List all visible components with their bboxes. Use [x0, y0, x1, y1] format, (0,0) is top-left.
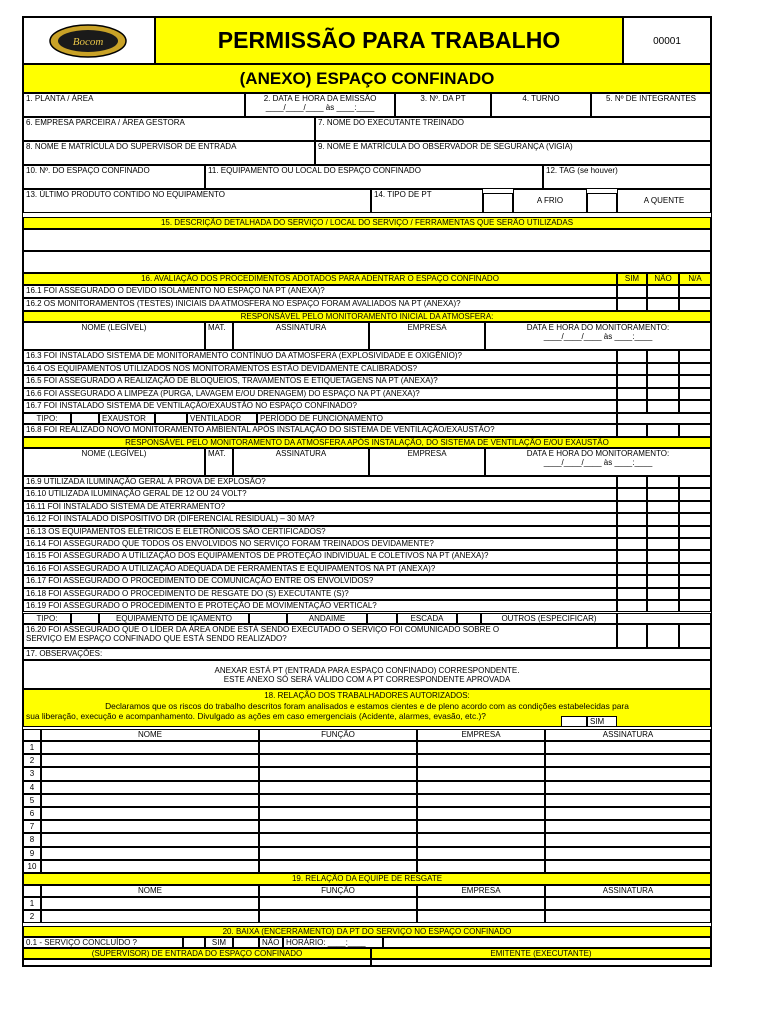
checkbox-na[interactable] [679, 363, 711, 376]
checkbox-sim[interactable] [617, 350, 647, 363]
checkbox-na[interactable] [679, 285, 711, 298]
checkbox-na[interactable] [679, 526, 711, 538]
checkbox-sim[interactable] [617, 424, 647, 437]
table-cell-input[interactable] [41, 833, 259, 846]
field-horario[interactable]: HORÁRIO: ____:____ [283, 937, 383, 948]
checkbox-na[interactable] [679, 538, 711, 550]
declaration-line-1: Declaramos que os riscos do trabalho descritos foram analisados e estamos cientes e de pleno acordo com as condições estabelecidas para [105, 701, 629, 711]
checkbox-nao[interactable] [647, 488, 679, 500]
header-assinatura: ASSINATURA [545, 885, 711, 897]
checklist-item: 16.14 FOI ASSEGURADO QUE TODOS OS ENVOLVIDOS NO SERVIÇO FORAM TREINADOS DEVIDAMENTE? [23, 538, 617, 550]
label-executante: 7. NOME DO EXECUTANTE TREINADO [318, 118, 464, 127]
section-19-title: 19. RELAÇÃO DA EQUIPE DE RESGATE [23, 873, 711, 885]
row-number: 2 [23, 910, 41, 923]
item-16-20-na[interactable] [679, 624, 711, 648]
checkbox-sim[interactable] [617, 538, 647, 550]
table-cell-input[interactable] [259, 767, 417, 780]
checklist-item: 16.17 FOI ASSEGURADO O PROCEDIMENTO DE COMUNICAÇÃO ENTRE OS ENVOLVIDOS? [23, 575, 617, 587]
checkbox-sim[interactable] [617, 550, 647, 562]
table-cell-input[interactable] [259, 794, 417, 807]
checkbox-nao[interactable] [647, 363, 679, 376]
company-logo [48, 23, 128, 59]
observacoes-line-2: ESTE ANEXO SÓ SERÁ VÁLIDO COM A PT CORRESPONDENTE APROVADA [223, 675, 511, 684]
checklist-item: 16.11 FOI INSTALADO SISTEMA DE ATERRAMENTO? [23, 501, 617, 513]
label-mat: MAT. [208, 449, 226, 458]
resp-inicial-data[interactable] [485, 322, 711, 350]
checkbox-nao[interactable] [647, 538, 679, 550]
checklist-item: 16.18 FOI ASSEGURADO O PROCEDIMENTO DE RESGATE DO (S) EXECUTANTE (S)? [23, 588, 617, 600]
checklist-item: 16.1 FOI ASSEGURADO O DEVIDO ISOLAMENTO NO ESPAÇO NA PT (ANEXA)? [23, 285, 617, 298]
checkbox-declaration-sim[interactable] [561, 716, 587, 727]
checkbox-na[interactable] [679, 501, 711, 513]
table-cell-input[interactable] [41, 807, 259, 820]
checkbox-sim[interactable] [617, 488, 647, 500]
checkbox-outros[interactable] [457, 613, 481, 624]
checkbox-na[interactable] [679, 350, 711, 363]
table-cell-input[interactable] [545, 860, 711, 873]
label-ventilador: VENTILADOR [187, 413, 257, 424]
table-cell-input[interactable] [545, 781, 711, 794]
label-assinatura: ASSINATURA [275, 323, 327, 332]
checkbox-nao[interactable] [647, 513, 679, 525]
checkbox-sim[interactable] [617, 575, 647, 587]
checkbox-sim[interactable] [617, 285, 647, 298]
observacoes-label: 17. OBSERVAÇÕES: [26, 649, 103, 658]
field-executante[interactable] [315, 117, 711, 141]
checkbox-na[interactable] [679, 575, 711, 587]
checkbox-nao[interactable] [647, 501, 679, 513]
table-cell-input[interactable] [41, 754, 259, 767]
section-15-line-2[interactable] [23, 251, 711, 273]
checkbox-a-frio[interactable] [483, 193, 513, 213]
checklist-item: 16.12 FOI INSTALADO DISPOSITIVO DR (DIFERENCIAL RESIDUAL) – 30 MA? [23, 513, 617, 525]
resp-inicial-mat[interactable] [205, 322, 233, 350]
table-cell-input[interactable] [545, 794, 711, 807]
table-cell-input[interactable] [417, 847, 545, 860]
checkbox-sim[interactable] [617, 375, 647, 388]
table-cell-input[interactable] [545, 807, 711, 820]
label-tipo-pt: 14. TIPO DE PT [374, 190, 432, 199]
label-empresa-parceira: 6. EMPRESA PARCEIRA / ÁREA GESTORA [26, 118, 185, 127]
row-number: 3 [23, 767, 41, 780]
resp-inicial-title: RESPONSÁVEL PELO MONITORAMENTO INICIAL DA ATMOSFERA: [23, 311, 711, 322]
field-num-espaco[interactable] [23, 165, 205, 189]
label-integrantes: 5. Nº DE INTEGRANTES [605, 94, 697, 103]
table-cell-input[interactable] [545, 820, 711, 833]
observacoes-line-1: ANEXAR ESTÁ PT (ENTRADA PARA ESPAÇO CONFINADO) CORRESPONDENTE. [214, 666, 520, 675]
section-17-title [23, 648, 711, 660]
permit-form [22, 16, 712, 967]
label-servico-concluido: 0.1 - SERVIÇO CONCLUÍDO ? [23, 937, 183, 948]
label-num-pt: 3. Nº. DA PT [420, 94, 466, 103]
label-emitente: EMITENTE (EXECUTANTE) [371, 948, 711, 959]
table-cell-input[interactable] [545, 754, 711, 767]
blank-data-emissao: ____/____/____ às ____:____ [265, 103, 375, 112]
checkbox-nao[interactable] [647, 550, 679, 562]
checklist-item: 16.15 FOI ASSEGURADO A UTILIZAÇÃO DOS EQUIPAMENTOS DE PROTEÇÃO INDIVIDUAL E COLETIVOS NA PT (ANEXA)? [23, 550, 617, 562]
checklist-item: 16.10 UTILIZADA ILUMINAÇÃO GERAL DE 12 OU 24 VOLT? [23, 488, 617, 500]
label-supervisor-entrada: (SUPERVISOR) DE ENTRADA DO ESPAÇO CONFINADO [23, 948, 371, 959]
col-sim: SIM [617, 273, 647, 285]
checklist-item: 16.7 FOI INSTALADO SISTEMA DE VENTILAÇÃO/EXAUSTÃO NO ESPAÇO CONFINADO? [23, 400, 617, 413]
checklist-item: 16.4 OS EQUIPAMENTOS UTILIZADOS NOS MONITORAMENTOS ESTÃO DEVIDAMENTE CALIBRADOS? [23, 363, 617, 376]
checkbox-na[interactable] [679, 400, 711, 413]
tipo-row-filler [617, 413, 711, 424]
field-periodo[interactable] [257, 413, 617, 424]
header-funcao: FUNÇÃO [259, 729, 417, 741]
field-empresa-parceira[interactable] [23, 117, 315, 141]
checkbox-ventilador[interactable] [155, 413, 187, 424]
checkbox-na[interactable] [679, 488, 711, 500]
table-cell-input[interactable] [41, 741, 259, 754]
checkbox-sim[interactable] [617, 600, 647, 612]
col-nao: NÃO [647, 273, 679, 285]
row-number: 9 [23, 847, 41, 860]
field-tag[interactable] [543, 165, 711, 189]
checkbox-na[interactable] [679, 424, 711, 437]
label-icamento: EQUIPAMENTO DE IÇAMENTO [99, 613, 249, 624]
checkbox-na[interactable] [679, 550, 711, 562]
item-16-20 [23, 624, 617, 648]
section-20-title: 20. BAIXA (ENCERRAMENTO) DA PT DO SERVIÇO NO ESPAÇO CONFINADO [23, 926, 711, 937]
section-15-line-1[interactable] [23, 229, 711, 251]
checkbox-nao[interactable] [647, 350, 679, 363]
label-turno: 4. TURNO [522, 94, 560, 103]
logo-text: Bocom [72, 36, 104, 48]
checklist-item: 16.16 FOI ASSEGURADO A UTILIZAÇÃO ADEQUADA DE FERRAMENTAS E EQUIPAMENTOS NA PT (ANEXA)? [23, 563, 617, 575]
checkbox-nao[interactable] [647, 424, 679, 437]
checklist-item: 16.13 OS EQUIPAMENTOS ELÉTRICOS E ELETRÔNICOS SÃO CERTIFICADOS? [23, 526, 617, 538]
checkbox-sim[interactable] [617, 400, 647, 413]
label-nome: NOME (LEGÍVEL) [81, 323, 147, 332]
checkbox-nao[interactable] [647, 400, 679, 413]
table-cell-input[interactable] [41, 897, 259, 910]
label-tipo: TIPO: [23, 413, 71, 424]
table-cell-input[interactable] [545, 741, 711, 754]
checkbox-sim[interactable] [617, 588, 647, 600]
checkbox-sim[interactable] [617, 363, 647, 376]
header-funcao: FUNÇÃO [259, 885, 417, 897]
field-planta[interactable] [23, 93, 245, 117]
checklist-item: 16.2 OS MONITORAMENTOS (TESTES) INICIAIS DA ATMOSFERA NO ESPAÇO FORAM AVALIADOS NA PT (ANEXA)? [23, 298, 617, 311]
label-exaustor: EXAUSTOR [99, 413, 155, 424]
row-number: 10 [23, 860, 41, 873]
checkbox-na[interactable] [679, 476, 711, 488]
section-16-title: 16. AVALIAÇÃO DOS PROCEDIMENTOS ADOTADOS PARA ADENTRAR O ESPAÇO CONFINADO [23, 273, 617, 285]
declaration-line-2: sua liberação, execução e acompanhamento. Divulgado as ações em caso emergenciais (Acidente, alarmes, evasão, etc.)? [26, 711, 486, 721]
table-cell-input[interactable] [259, 807, 417, 820]
section-15-title: 15. DESCRIÇÃO DETALHADA DO SERVIÇO / LOCAL DO SERVIÇO / FERRAMENTAS QUE SERÃO UTILIZADAS [23, 217, 711, 229]
checkbox-na[interactable] [679, 600, 711, 612]
table-cell-input[interactable] [417, 794, 545, 807]
label-a-quente: A QUENTE [617, 189, 711, 213]
table-cell-input[interactable] [259, 847, 417, 860]
checklist-item: 16.6 FOI ASSEGURADO A LIMPEZA (PURGA, LAVAGEM E/OU DRENAGEM) DO ESPAÇO NA PT (ANEXA)? [23, 388, 617, 401]
header-empresa: EMPRESA [417, 729, 545, 741]
table-cell-input[interactable] [545, 897, 711, 910]
checklist-item: 16.3 FOI INSTALADO SISTEMA DE MONITORAMENTO CONTÍNUO DA ATMOSFERA (EXPLOSIVIDADE E OXIGÊNIO)? [23, 350, 617, 363]
field-data-emissao[interactable] [245, 93, 395, 117]
label-tipo-2: TIPO: [23, 613, 71, 624]
label-concluido-nao: NÃO [259, 937, 283, 948]
row-number: 8 [23, 833, 41, 846]
emitente-signature[interactable] [371, 959, 711, 966]
label-a-frio: A FRIO [513, 189, 587, 213]
table-cell-input[interactable] [417, 807, 545, 820]
label-equipamento-local: 11. EQUIPAMENTO OU LOCAL DO ESPAÇO CONFINADO [208, 166, 421, 175]
checklist-item: 16.9 UTILIZADA ILUMINAÇÃO GERAL À PROVA DE EXPLOSÃO? [23, 476, 617, 488]
label-tag: 12. TAG (se houver) [546, 166, 618, 175]
checkbox-concluido-nao[interactable] [233, 937, 259, 948]
label-declaration-sim: SIM [587, 716, 617, 727]
table-cell-input[interactable] [259, 820, 417, 833]
supervisor-signature[interactable] [23, 959, 371, 966]
table-cell-input[interactable] [545, 767, 711, 780]
col-na: N/A [679, 273, 711, 285]
table-cell-input[interactable] [41, 820, 259, 833]
header-nome: NOME [41, 885, 259, 897]
item-16-20-line-1: 16.20 FOI ASSEGURADO QUE O LÍDER DA ÁREA ONDE ESTÁ SENDO EXECUTADO O SERVIÇO FOI COMUNICADO SOBRE O [26, 625, 500, 634]
label-empresa: EMPRESA [407, 323, 447, 332]
checkbox-sim[interactable] [617, 526, 647, 538]
checkbox-na[interactable] [679, 388, 711, 401]
checkbox-na[interactable] [679, 375, 711, 388]
checkbox-exaustor[interactable] [71, 413, 99, 424]
resp-inicial-nome[interactable] [23, 322, 205, 350]
checkbox-na[interactable] [679, 588, 711, 600]
field-supervisor[interactable] [23, 141, 315, 165]
label-periodo: PERÍODO DE FUNCIONAMENTO [260, 414, 383, 423]
field-num-pt[interactable] [395, 93, 491, 117]
checkbox-nao[interactable] [647, 375, 679, 388]
checkbox-na[interactable] [679, 563, 711, 575]
table-cell-input[interactable] [545, 910, 711, 923]
form-number: 00001 [623, 17, 711, 64]
field-equipamento-local[interactable] [205, 165, 543, 189]
table-cell-input[interactable] [259, 910, 417, 923]
label-supervisor: 8. NOME E MATRÍCULA DO SUPERVISOR DE ENTRADA [26, 142, 237, 151]
checkbox-na[interactable] [679, 298, 711, 311]
checkbox-sim[interactable] [617, 501, 647, 513]
item-16-20-line-2: SERVIÇO EM ESPAÇO CONFINADO QUE ESTÁ SENDO REALIZADO? [26, 634, 287, 643]
label-ultimo-produto: 13. ÚLTIMO PRODUTO CONTIDO NO EQUIPAMENTO [26, 190, 225, 199]
checkbox-na[interactable] [679, 513, 711, 525]
table-cell-input[interactable] [545, 847, 711, 860]
field-tipo-pt [371, 189, 483, 213]
item-16-20-sim[interactable] [617, 624, 647, 648]
table-cell-input[interactable] [41, 767, 259, 780]
checkbox-icamento[interactable] [71, 613, 99, 624]
label-concluido-sim: SIM [205, 937, 233, 948]
resp-inicial-assinatura[interactable] [233, 322, 369, 350]
row-number: 1 [23, 897, 41, 910]
table-cell-input[interactable] [41, 847, 259, 860]
row-number: 7 [23, 820, 41, 833]
header-assinatura: ASSINATURA [545, 729, 711, 741]
label-planta: 1. PLANTA / ÁREA [26, 94, 94, 103]
field-integrantes[interactable] [591, 93, 711, 117]
checkbox-sim[interactable] [617, 563, 647, 575]
blank-data-monitoramento: ____/____/____ às ____:____ [543, 332, 653, 341]
label-num-espaco: 10. Nº. DO ESPAÇO CONFINADO [26, 166, 150, 175]
label-data-emissao: 2. DATA E HORA DA EMISSÃO [263, 94, 377, 103]
logo-box [23, 17, 155, 64]
header-index [23, 885, 41, 897]
resp-apos-title: RESPONSÁVEL PELO MONITORAMENTO DA ATMOSFERA APÓS INSTALAÇÃO, DO SISTEMA DE VENTILAÇÃO E/OU EXAUSTÃO [23, 437, 711, 448]
resp-apos-data[interactable] [485, 448, 711, 476]
checkbox-a-quente[interactable] [587, 193, 617, 213]
observacoes-field[interactable] [23, 660, 711, 689]
row-number: 5 [23, 794, 41, 807]
checkbox-sim[interactable] [617, 513, 647, 525]
table-cell-input[interactable] [259, 781, 417, 794]
tipo2-row-filler [617, 613, 711, 624]
label-mat: MAT. [208, 323, 226, 332]
table-cell-input[interactable] [417, 910, 545, 923]
checkbox-nao[interactable] [647, 476, 679, 488]
checkbox-nao[interactable] [647, 298, 679, 311]
header-nome: NOME [41, 729, 259, 741]
checklist-item: 16.5 FOI ASSEGURADO A REALIZAÇÃO DE BLOQUEIOS, TRAVAMENTOS E ETIQUETAGENS NA PT (ANEXA)? [23, 375, 617, 388]
label-nome: NOME (LEGÍVEL) [81, 449, 147, 458]
table-cell-input[interactable] [41, 860, 259, 873]
table-cell-input[interactable] [417, 754, 545, 767]
checkbox-nao[interactable] [647, 575, 679, 587]
row-number: 6 [23, 807, 41, 820]
field-ultimo-produto[interactable] [23, 189, 371, 213]
label-observador: 9. NOME E MATRÍCULA DO OBSERVADOR DE SEGURANÇA (VIGIA) [318, 142, 573, 151]
table-cell-input[interactable] [259, 833, 417, 846]
field-observador[interactable] [315, 141, 711, 165]
table-cell-input[interactable] [41, 910, 259, 923]
checkbox-andaime[interactable] [249, 613, 287, 624]
checkbox-nao[interactable] [647, 388, 679, 401]
label-escada: ESCADA [397, 613, 457, 624]
table-cell-input[interactable] [417, 767, 545, 780]
checklist-item: 16.19 FOI ASSEGURADO O PROCEDIMENTO E PROTEÇÃO DE MOVIMENTAÇÃO VERTICAL? [23, 600, 617, 612]
checkbox-escada[interactable] [367, 613, 397, 624]
label-assinatura: ASSINATURA [275, 449, 327, 458]
row-number: 1 [23, 741, 41, 754]
resp-apos-mat[interactable] [205, 448, 233, 476]
table-cell-input[interactable] [417, 897, 545, 910]
checkbox-sim[interactable] [617, 298, 647, 311]
section-18-title: 18. RELAÇÃO DOS TRABALHADORES AUTORIZADOS: [264, 691, 470, 700]
table-cell-input[interactable] [259, 741, 417, 754]
label-data-monitoramento: DATA E HORA DO MONITORAMENTO: [526, 449, 670, 458]
field-turno[interactable] [491, 93, 591, 117]
resp-apos-empresa[interactable] [369, 448, 485, 476]
resp-apos-assinatura[interactable] [233, 448, 369, 476]
row-number: 4 [23, 781, 41, 794]
checkbox-nao[interactable] [647, 588, 679, 600]
checkbox-nao[interactable] [647, 526, 679, 538]
checkbox-nao[interactable] [647, 563, 679, 575]
resp-inicial-empresa[interactable] [369, 322, 485, 350]
table-cell-input[interactable] [417, 833, 545, 846]
label-outros: OUTROS (ESPECIFICAR) [481, 613, 617, 624]
item-16-20-nao[interactable] [647, 624, 679, 648]
table-cell-input[interactable] [259, 860, 417, 873]
blank-data-monitoramento: ____/____/____ às ____:____ [543, 458, 653, 467]
table-cell-input[interactable] [259, 754, 417, 767]
table-cell-input[interactable] [417, 741, 545, 754]
conclusion-filler [383, 937, 711, 948]
checkbox-sim[interactable] [617, 388, 647, 401]
label-data-monitoramento: DATA E HORA DO MONITORAMENTO: [526, 323, 670, 332]
header-empresa: EMPRESA [417, 885, 545, 897]
table-cell-input[interactable] [259, 897, 417, 910]
form-subtitle: (ANEXO) ESPAÇO CONFINADO [23, 64, 711, 93]
table-cell-input[interactable] [417, 820, 545, 833]
checkbox-nao[interactable] [647, 285, 679, 298]
resp-apos-nome[interactable] [23, 448, 205, 476]
form-title: PERMISSÃO PARA TRABALHO [155, 17, 623, 64]
label-andaime: ANDAIME [287, 613, 367, 624]
checkbox-concluido-sim[interactable] [183, 937, 205, 948]
header-index [23, 729, 41, 741]
checkbox-sim[interactable] [617, 476, 647, 488]
label-empresa: EMPRESA [407, 449, 447, 458]
checklist-item: 16.8 FOI REALIZADO NOVO MONITORAMENTO AMBIENTAL APÓS INSTALAÇÃO DO SISTEMA DE VENTILAÇÃO/EXAUSTÃO? [23, 424, 617, 437]
checkbox-nao[interactable] [647, 600, 679, 612]
table-cell-input[interactable] [41, 781, 259, 794]
table-cell-input[interactable] [417, 860, 545, 873]
table-cell-input[interactable] [545, 833, 711, 846]
table-cell-input[interactable] [417, 781, 545, 794]
row-number: 2 [23, 754, 41, 767]
table-cell-input[interactable] [41, 794, 259, 807]
